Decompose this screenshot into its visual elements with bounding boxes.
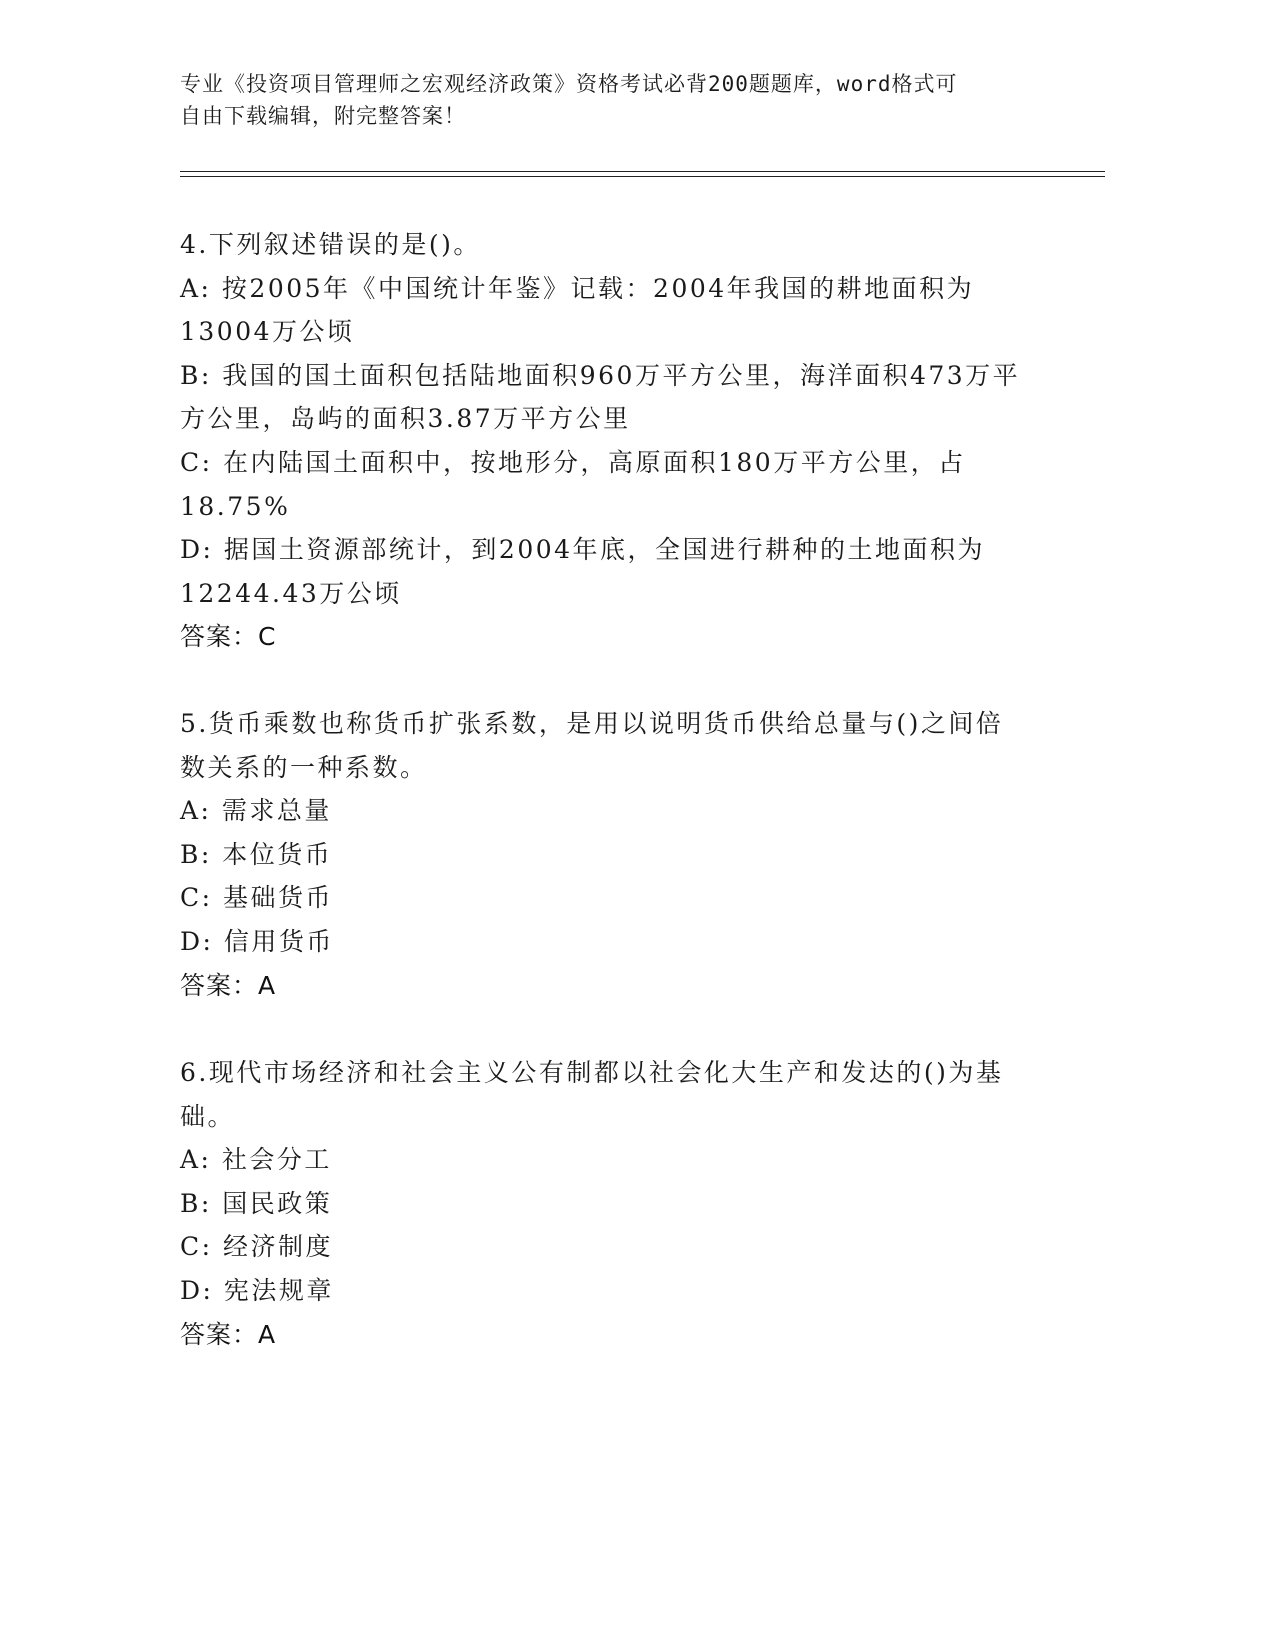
question-6 (180, 1051, 1040, 1356)
question-6-option-d: D: 宪法规章 (180, 1275, 334, 1305)
question-6-option-a: A: 社会分工 (180, 1145, 332, 1175)
question-4-option-c: C: 在内陆国土面积中，按地形分，高原面积180万平方公里，占 (180, 447, 966, 477)
question-6-option-b: B: 国民政策 (180, 1188, 333, 1218)
question-4-option-a: A: 按2005年《中国统计年鉴》记载：2004年我国的耕地面积为 (180, 273, 975, 303)
question-4-option-a-cont: 13004万公顷 (180, 317, 355, 347)
question-5-stem: 5.货币乘数也称货币扩张系数，是用以说明货币供给总量与()之间倍 (180, 709, 1004, 738)
question-5-option-b: B: 本位货币 (180, 839, 333, 869)
question-4-option-b-cont: 方公里，岛屿的面积3.87万平方公里 (180, 404, 631, 434)
question-5-option-d: D: 信用货币 (180, 926, 334, 956)
header-title-line-1: 专业《投资项目管理师之宏观经济政策》资格考试必背200题题库，word格式可 (180, 72, 958, 96)
question-4-option-c-cont: 18.75% (180, 491, 291, 521)
document-header (180, 68, 1040, 132)
question-4-answer: 答案：C (180, 622, 277, 652)
question-6-answer: 答案：A (180, 1319, 277, 1349)
question-6-stem-cont: 础。 (180, 1101, 236, 1131)
header-divider-top (180, 171, 1105, 172)
question-4-option-d-cont: 12244.43万公顷 (180, 578, 402, 608)
question-5-option-c: C: 基础货币 (180, 883, 333, 913)
header-divider-bottom (180, 176, 1105, 177)
question-5-stem-cont: 数关系的一种系数。 (180, 752, 428, 782)
question-4 (180, 223, 1040, 659)
question-6-stem: 6.现代市场经济和社会主义公有制都以社会化大生产和发达的()为基 (180, 1058, 1004, 1087)
question-4-option-b: B: 我国的国土面积包括陆地面积960万平方公里，海洋面积473万平 (180, 360, 1021, 390)
question-6-option-c: C: 经济制度 (180, 1232, 333, 1262)
question-5-option-a: A: 需求总量 (180, 796, 332, 826)
question-4-stem: 4.下列叙述错误的是()。 (180, 230, 481, 259)
question-5-answer: 答案：A (180, 970, 277, 1000)
header-title-line-2: 自由下载编辑，附完整答案！ (180, 104, 466, 128)
question-4-option-d: D: 据国土资源部统计，到2004年底，全国进行耕种的土地面积为 (180, 535, 986, 565)
question-5 (180, 702, 1040, 1007)
